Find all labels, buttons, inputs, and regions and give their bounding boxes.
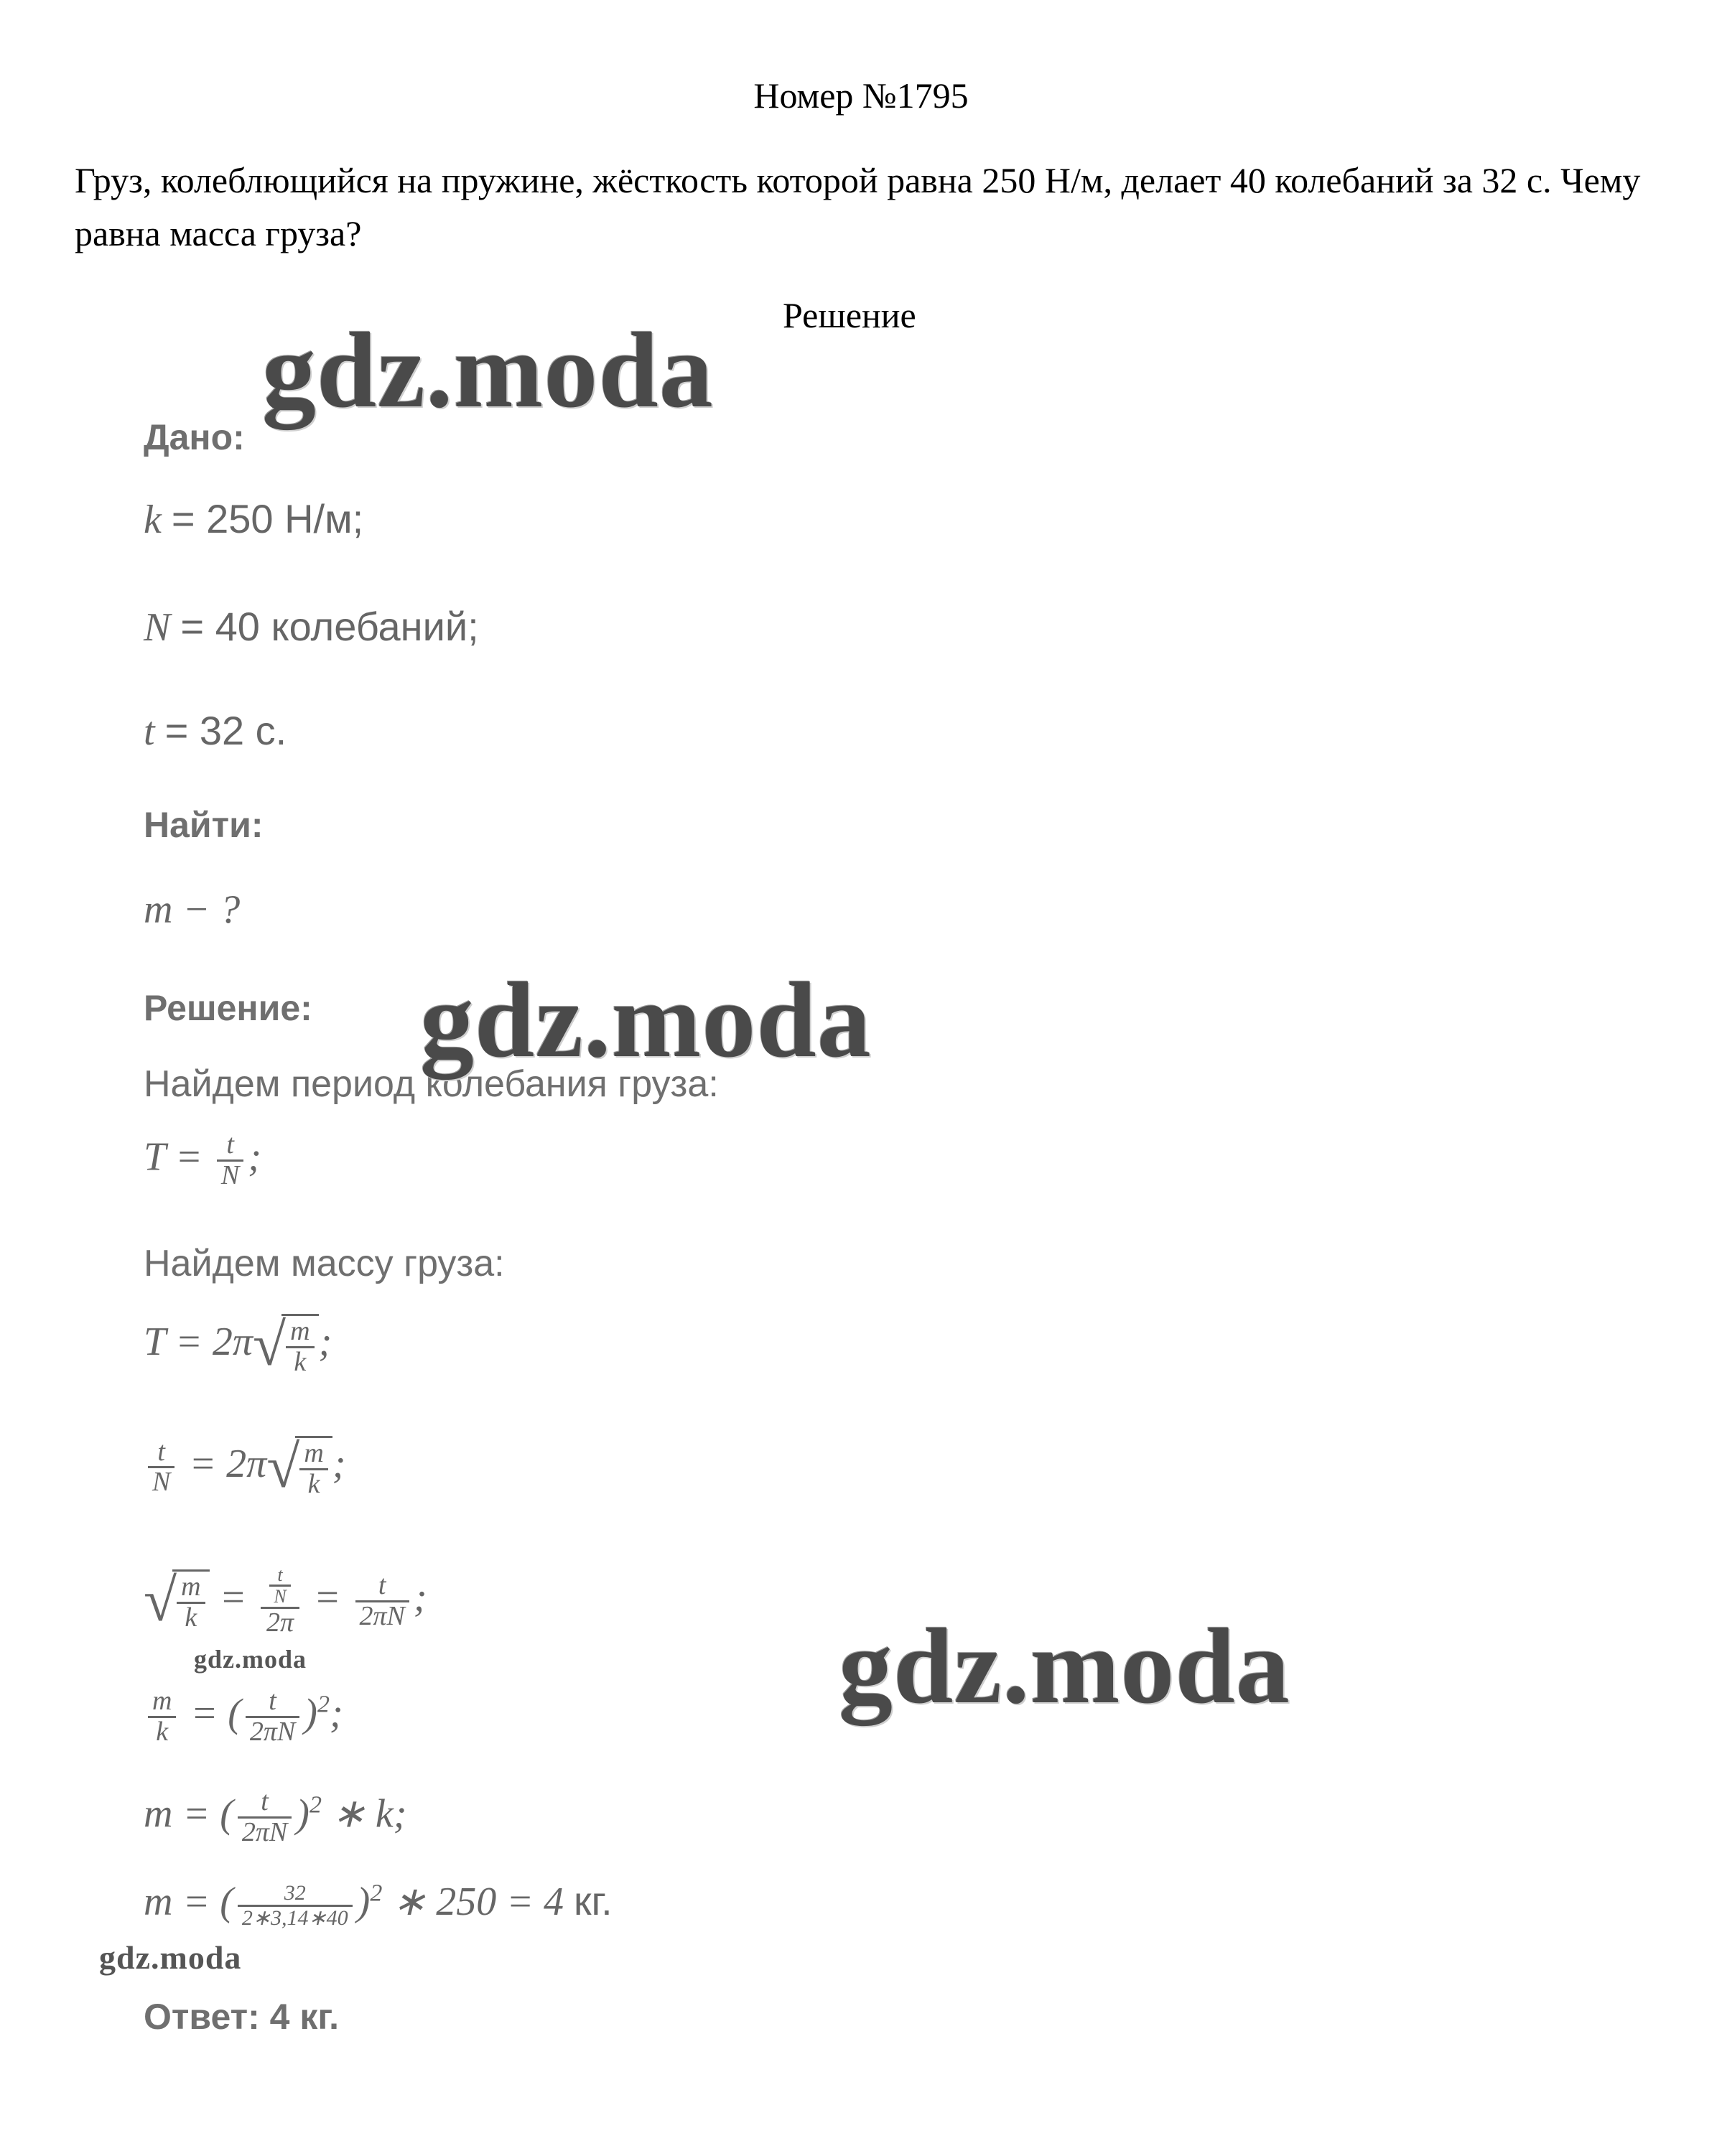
given-t [144,707,287,755]
formula-equate: $\frac{t}{N}$ = 2π√ $\frac{m}{k}$ ; [144,1436,345,1499]
formula-pendulum: T = 2π√ $\frac{m}{k}$ ; [144,1311,332,1378]
fraction-t-over-n: $\frac{t}{N}$ [217,1131,243,1190]
formula-sqrt-isolated: √ $\frac{m}{k}$ = $\frac{\frac{t}{N}}{2\pi}$ = $\frac{t}{2\pi N}$ ; [144,1564,427,1638]
step-period-text: Найдем период колебания груза: [144,1063,719,1105]
t-variable: t [144,709,155,754]
find-label: Найти: [144,805,264,845]
watermark-logo: gdz.moda [420,961,872,1080]
find-value: m − ? [144,887,241,932]
n-variable: N [144,605,171,650]
step-mass-text: Найдем массу груза: [144,1243,505,1284]
watermark-logo: gdz.moda [839,1607,1290,1726]
formula-result: m = ( $\frac{32}{2∗3,14∗40}$ )$^2$ ∗ 250 = 4 кг. [144,1878,613,1930]
watermark-small: gdz.moda [99,1939,242,1976]
watermark-small: gdz.moda [194,1645,307,1674]
watermark-logo: gdz.moda [262,311,714,430]
solution-label: Решение: [144,988,312,1028]
solution-heading: Решение [783,295,916,335]
page-title: Номер №1795 [753,75,969,116]
answer: Ответ: 4 кг. [144,1997,340,2037]
given-n [144,603,479,650]
n-value: = 40 колебаний; [180,604,479,649]
k-value: = 250 Н/м; [171,496,364,541]
formula-square: $\frac{m}{k}$ = ( $\frac{t}{2\pi N}$ )$^2$; [144,1687,343,1747]
t-value: = 32 с. [164,708,287,753]
k-variable: k [144,498,162,542]
given-k [144,495,363,543]
given-label: Дано: [144,417,245,457]
formula-period: T = $\frac{t}{N}$ ; [144,1129,261,1190]
formula-m: m = ( $\frac{t}{2\pi N}$ )$^2$ ∗ k; [144,1786,407,1847]
problem-statement: Груз, колеблющийся на пружине, жёсткость которой равна 250 Н/м, делает 40 колебаний за 32 с. Чему равна масса груза? [75,160,1641,253]
sqrt-m-over-k: √ $\frac{m}{k}$ [253,1314,319,1377]
